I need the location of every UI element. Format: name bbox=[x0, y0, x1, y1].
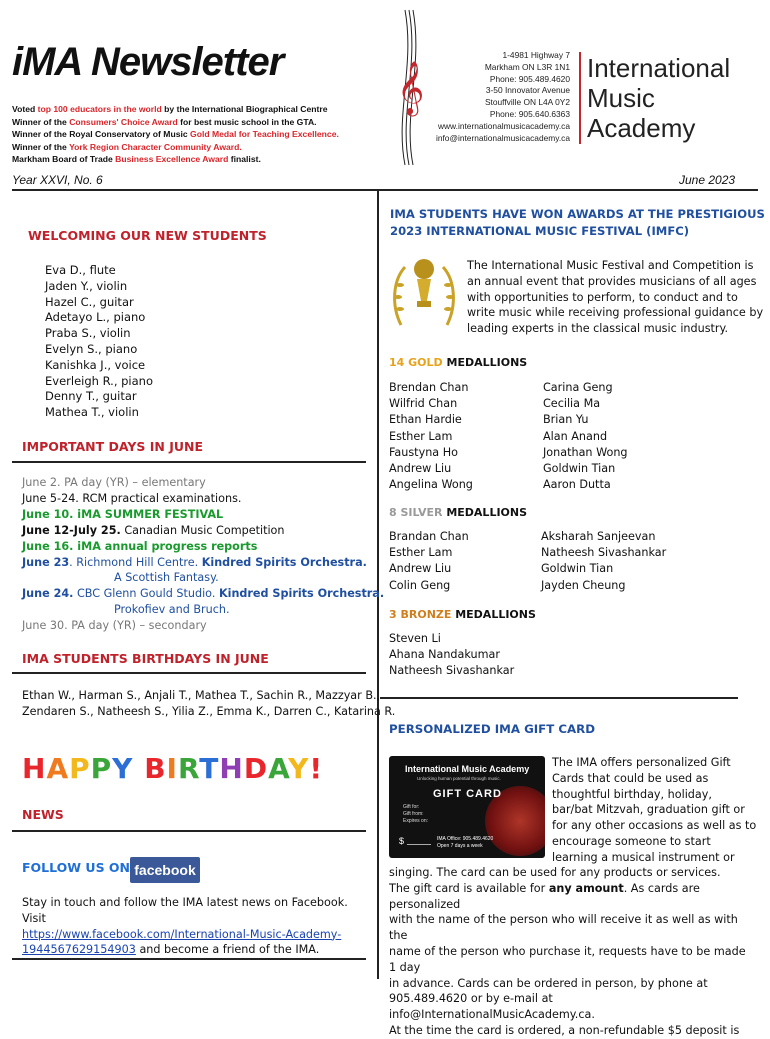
student-name: Evelyn S., piano bbox=[45, 341, 138, 356]
gift-card-body bbox=[389, 865, 749, 1039]
gold-heading bbox=[389, 356, 527, 369]
student-name: Jaden Y., violin bbox=[45, 278, 128, 293]
bronze-winner: Steven Li bbox=[389, 632, 441, 645]
section-rule bbox=[12, 958, 366, 960]
gold-winner: Angelina Wong bbox=[389, 478, 473, 492]
birthday-line: Zendaren S., Natheesh S., Yilia Z., Emma K., Darren C., Katarina R. bbox=[22, 704, 396, 718]
award-text: by the International Biographical Centre bbox=[161, 104, 328, 114]
birthday-names bbox=[22, 688, 395, 720]
gift-side-line: bar/bat Mitzvah, graduation gift or bbox=[552, 803, 745, 817]
new-students-list bbox=[45, 263, 153, 421]
happy-letter: R bbox=[177, 752, 200, 785]
award-text: Winner of the bbox=[12, 116, 70, 127]
day-item bbox=[22, 507, 362, 523]
address-line: Phone: 905.640.6363 bbox=[489, 108, 570, 119]
silver-winner: Goldwin Tian bbox=[541, 562, 614, 576]
student-name: Everleigh R., piano bbox=[45, 373, 153, 388]
gift-line: in advance. Cards can be ordered in person, by phone at bbox=[389, 976, 708, 990]
gift-side-line: The IMA offers personalized Gift bbox=[552, 756, 731, 769]
card-dollar: $ bbox=[399, 836, 405, 846]
card-field: Gift for: bbox=[403, 804, 420, 810]
happy-letter: B bbox=[144, 752, 167, 785]
student-name: Hazel C., guitar bbox=[45, 294, 134, 309]
silver-winner: Aksharah Sanjeevan bbox=[541, 530, 656, 543]
gold-list-right bbox=[543, 380, 628, 493]
news-text bbox=[22, 895, 367, 958]
gift-line: singing. The card can be used for any products or services. bbox=[389, 866, 721, 879]
happy-letter: P bbox=[69, 752, 91, 785]
day-text: June 23 bbox=[22, 555, 70, 569]
award-line bbox=[12, 128, 339, 141]
imfc-intro-line: The International Music Festival and Competition is bbox=[467, 259, 754, 272]
awards-list bbox=[12, 103, 339, 166]
imfc-intro bbox=[467, 258, 763, 337]
day-item bbox=[22, 523, 362, 539]
address-line: www.internationalmusicacademy.ca bbox=[437, 120, 570, 131]
bronze-heading bbox=[389, 608, 536, 621]
gift-line: At the time the card is ordered, a non-refundable $5 deposit is bbox=[389, 1023, 740, 1037]
silver-count: 8 SILVER bbox=[389, 506, 443, 519]
day-text: Canadian Music Competition bbox=[120, 523, 285, 537]
gold-count: 14 GOLD bbox=[389, 356, 443, 369]
facebook-link[interactable]: https://www.facebook.com/International-Music-Academy- bbox=[22, 927, 342, 941]
award-text: finalist. bbox=[228, 154, 261, 164]
card-amount-line bbox=[407, 844, 431, 845]
address-block bbox=[420, 50, 570, 144]
award-line bbox=[12, 141, 339, 154]
imfc-heading-line: IMA STUDENTS HAVE WON AWARDS AT THE PRESTIGIOUS bbox=[390, 207, 765, 221]
imfc-logo bbox=[391, 255, 457, 331]
address-line: 1-4981 Highway 7 bbox=[502, 50, 570, 60]
address-line: Markham ON L3R 1N1 bbox=[484, 61, 570, 72]
award-text: Winner of the bbox=[12, 141, 70, 152]
gold-label: MEDALLIONS bbox=[442, 356, 528, 369]
imfc-intro-line: write music while receiving professional guidance by bbox=[467, 306, 764, 320]
gold-winner: Ethan Hardie bbox=[389, 413, 462, 427]
student-name: Praba S., violin bbox=[45, 326, 131, 341]
gift-card-heading: PERSONALIZED IMA GIFT CARD bbox=[389, 722, 596, 736]
silver-winner: Natheesh Sivashankar bbox=[541, 546, 667, 560]
column-divider bbox=[377, 189, 379, 979]
card-title: International Music Academy bbox=[405, 764, 530, 774]
gift-line: with the name of the person who will receive it as well as with the bbox=[389, 913, 738, 943]
award-highlight: top 100 educators in the world bbox=[37, 104, 162, 114]
happy-letter: H bbox=[219, 752, 244, 785]
imfc-intro-line: leading experts in the classical music industry. bbox=[467, 322, 729, 336]
org-line: Music bbox=[587, 83, 655, 113]
happy-letter: H bbox=[22, 752, 47, 785]
happy-letter: D bbox=[243, 752, 269, 785]
day-item bbox=[22, 491, 362, 507]
section-rule bbox=[12, 672, 366, 674]
silver-heading bbox=[389, 506, 527, 519]
org-name bbox=[587, 53, 730, 143]
gift-side-line: for any other occasions as well as to bbox=[552, 819, 757, 833]
gift-line: The gift card is available for bbox=[389, 881, 549, 895]
award-line bbox=[12, 153, 339, 166]
news-heading: NEWS bbox=[22, 807, 64, 822]
org-line: International bbox=[587, 53, 731, 83]
happy-letter: Y bbox=[288, 752, 310, 785]
issue-date: June 2023 bbox=[679, 173, 736, 187]
day-text: CBC Glenn Gould Studio. bbox=[73, 587, 219, 601]
student-name: Denny T., guitar bbox=[45, 389, 137, 404]
imfc-heading-line: 2023 INTERNATIONAL MUSIC FESTIVAL (IMFC) bbox=[390, 224, 690, 238]
day-text: June 24. bbox=[22, 587, 74, 601]
day-item bbox=[22, 539, 362, 555]
address-line: Stouffville ON L4A 0Y2 bbox=[484, 97, 570, 108]
important-days-list bbox=[22, 475, 385, 634]
gold-winner: Cecilia Ma bbox=[543, 397, 601, 411]
section-rule bbox=[380, 697, 738, 699]
address-line: info@internationalmusicacademy.ca bbox=[435, 132, 570, 143]
imfc-intro-line: an annual event that provides musicians of all ages bbox=[467, 274, 757, 288]
card-phone: IMA Office: 905.489.4620 bbox=[437, 836, 494, 842]
gold-winner: Jonathan Wong bbox=[543, 445, 628, 459]
gift-side-line: thoughtful birthday, holiday, bbox=[552, 787, 712, 801]
silver-winner: Brandan Chan bbox=[389, 530, 469, 543]
gold-winner: Andrew Liu bbox=[389, 461, 452, 475]
award-line bbox=[12, 116, 339, 129]
bronze-list bbox=[389, 631, 514, 680]
happy-letter: T bbox=[199, 752, 220, 785]
welcome-heading: WELCOMING OUR NEW STUDENTS bbox=[28, 228, 267, 243]
card-field: Expires on: bbox=[403, 818, 429, 824]
card-hours: Open 7 days a week bbox=[437, 843, 483, 849]
day-text: A Scottish Fantasy. bbox=[114, 571, 219, 585]
award-highlight: Gold Medal for Teaching Excellence. bbox=[190, 129, 339, 139]
day-text: June 12-July 25. bbox=[22, 523, 121, 537]
gold-list-left bbox=[389, 380, 473, 493]
gift-card-side-text bbox=[552, 755, 756, 866]
card-fields bbox=[403, 804, 428, 825]
student-name: Kanishka J., voice bbox=[45, 357, 146, 372]
address-line: Phone: 905.489.4620 bbox=[489, 73, 570, 84]
gift-side-line: encourage someone to start bbox=[552, 834, 711, 848]
day-item bbox=[22, 586, 385, 602]
address-line: 3-50 Innovator Avenue bbox=[485, 85, 570, 96]
award-text: for best music school in the GTA. bbox=[177, 116, 317, 127]
happy-letter bbox=[133, 752, 144, 785]
silver-winner: Jayden Cheung bbox=[541, 578, 626, 592]
birthday-line: Ethan W., Harman S., Anjali T., Mathea T., Sachin R., Mazzyar B., bbox=[22, 689, 381, 702]
imfc-intro-line: with opportunities to perform, to conduct and to bbox=[467, 290, 738, 304]
happy-letter: A bbox=[46, 752, 70, 785]
silver-winner: Esther Lam bbox=[389, 546, 453, 560]
bronze-count: 3 BRONZE bbox=[389, 608, 452, 621]
org-line: Academy bbox=[587, 113, 696, 143]
card-subtitle: Unlocking human potential through music. bbox=[417, 776, 501, 781]
gift-line: . As cards are personalized bbox=[389, 881, 700, 911]
day-text: June 10. iMA SUMMER FESTIVAL bbox=[22, 507, 224, 521]
day-text: . Richmond Hill Centre. bbox=[69, 555, 202, 569]
gold-winner: Carina Geng bbox=[543, 381, 613, 394]
gold-winner: Esther Lam bbox=[389, 429, 453, 443]
award-text: Voted bbox=[12, 104, 38, 114]
silver-list-right bbox=[541, 529, 666, 594]
news-text-line: Stay in touch and follow the IMA latest news on Facebook. Visit bbox=[22, 896, 348, 925]
facebook-button[interactable]: facebook bbox=[130, 857, 200, 883]
gift-amount: any amount bbox=[548, 881, 624, 895]
day-text: June 5-24. RCM practical examinations. bbox=[22, 491, 242, 505]
gift-line: name of the person who purchase it, requests have to be made 1 day bbox=[389, 944, 746, 974]
imfc-logo-text: IMFC bbox=[415, 310, 433, 317]
award-text: Markham Board of Trade bbox=[12, 154, 116, 164]
day-text: Prokofiev and Bruch. bbox=[114, 603, 230, 617]
bronze-winner: Natheesh Sivashankar bbox=[389, 664, 515, 678]
gold-winner: Brendan Chan bbox=[389, 381, 469, 394]
gold-winner: Aaron Dutta bbox=[543, 478, 611, 492]
day-item bbox=[22, 475, 362, 491]
newsletter-title: iMA Newsletter bbox=[12, 40, 284, 84]
bronze-label: MEDALLIONS bbox=[451, 608, 536, 621]
gift-card-image bbox=[389, 756, 545, 858]
day-item bbox=[22, 555, 367, 571]
student-name: Eva D., flute bbox=[45, 263, 116, 277]
day-text: Kindred Spirits Orchestra. bbox=[201, 555, 367, 569]
happy-letter: A bbox=[268, 752, 289, 785]
student-name: Mathea T., violin bbox=[45, 405, 139, 420]
gold-winner: Wilfrid Chan bbox=[389, 397, 458, 411]
card-field: Gift from: bbox=[403, 811, 424, 817]
award-line bbox=[12, 103, 339, 116]
day-text: June 16. iMA annual progress reports bbox=[22, 539, 258, 553]
header-divider bbox=[579, 52, 581, 144]
gift-side-line: Cards that could be used as bbox=[552, 771, 709, 785]
happy-letter: P bbox=[90, 752, 113, 785]
award-highlight: Consumers' Choice Award bbox=[69, 116, 178, 127]
happy-letter: Y bbox=[112, 752, 134, 785]
section-rule bbox=[12, 830, 366, 832]
silver-list-left bbox=[389, 529, 469, 594]
header-rule bbox=[12, 189, 758, 191]
day-item bbox=[22, 602, 362, 618]
gold-winner: Faustyna Ho bbox=[389, 445, 458, 459]
card-label: GIFT CARD bbox=[433, 788, 502, 800]
silver-label: MEDALLIONS bbox=[442, 506, 528, 519]
birthdays-heading: IMA STUDENTS BIRTHDAYS IN JUNE bbox=[22, 651, 269, 666]
important-days-heading: IMPORTANT DAYS IN JUNE bbox=[22, 439, 204, 454]
section-rule bbox=[12, 461, 366, 463]
day-text: June 2. PA day (YR) – elementary bbox=[22, 476, 206, 489]
happy-letter: ! bbox=[309, 752, 324, 785]
happy-birthday-banner bbox=[22, 752, 323, 785]
award-text: Winner of the Royal Conservatory of Music bbox=[12, 129, 191, 139]
silver-winner: Andrew Liu bbox=[389, 562, 452, 576]
day-text: June 30. PA day (YR) – secondary bbox=[22, 619, 207, 633]
day-item bbox=[22, 618, 362, 634]
gold-winner: Brian Yu bbox=[543, 413, 589, 427]
silver-winner: Colin Geng bbox=[389, 578, 451, 592]
award-highlight: Business Excellence Award bbox=[115, 154, 229, 164]
svg-text:𝄞: 𝄞 bbox=[397, 60, 425, 114]
gift-line: 905.489.4620 or by e-mail at info@InternationalMusicAcademy.ca. bbox=[389, 992, 595, 1022]
card-contact bbox=[437, 836, 493, 850]
gift-side-line: learning a musical instrument or bbox=[552, 850, 735, 864]
news-text-tail: and become a friend of the IMA. bbox=[135, 943, 320, 957]
facebook-link[interactable]: 1944567629154903 bbox=[22, 943, 136, 957]
issue-number: Year XXVI, No. 6 bbox=[12, 173, 103, 187]
happy-letter: I bbox=[166, 752, 178, 785]
day-text: Kindred Spirits Orchestra. bbox=[218, 587, 385, 601]
gold-winner: Goldwin Tian bbox=[543, 461, 616, 475]
gold-winner: Alan Anand bbox=[543, 429, 608, 443]
follow-us-label: FOLLOW US ON bbox=[22, 860, 131, 875]
student-name: Adetayo L., piano bbox=[45, 310, 146, 325]
day-item bbox=[22, 570, 362, 586]
bronze-winner: Ahana Nandakumar bbox=[389, 648, 500, 662]
imfc-heading bbox=[390, 206, 765, 240]
award-highlight: York Region Character Community Award. bbox=[69, 141, 242, 152]
